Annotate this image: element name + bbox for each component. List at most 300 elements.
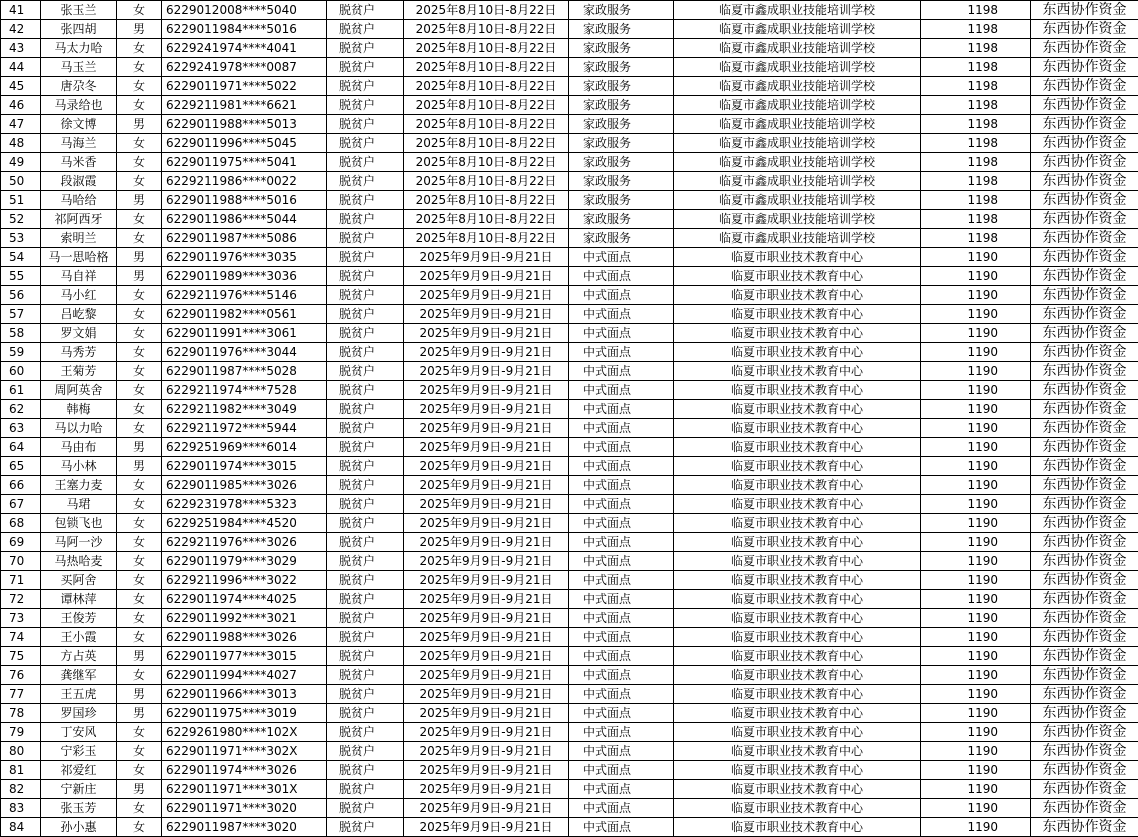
household-type-cell: 脱贫户 (327, 77, 404, 96)
training-period-cell: 2025年9月9日-9月21日 (404, 286, 569, 305)
gender-cell: 女 (117, 286, 162, 305)
fund-source-cell: 东西协作资金 (1031, 191, 1138, 210)
gender-cell: 女 (117, 476, 162, 495)
id-number-cell: 6229211974****7528 (162, 381, 327, 400)
id-number-cell: 6229011986****5044 (162, 210, 327, 229)
row-number-cell: 70 (1, 552, 41, 571)
training-institution-cell: 临夏市鑫成职业技能培训学校 (674, 20, 921, 39)
row-number-cell: 42 (1, 20, 41, 39)
training-period-cell: 2025年9月9日-9月21日 (404, 343, 569, 362)
row-number-cell: 72 (1, 590, 41, 609)
table-row (1, 343, 1138, 362)
training-course-cell: 家政服务 (569, 134, 674, 153)
name-cell: 吕屹黎 (41, 305, 117, 324)
training-course-cell: 家政服务 (569, 20, 674, 39)
training-course-cell: 中式面点 (569, 324, 674, 343)
training-period-cell: 2025年9月9日-9月21日 (404, 267, 569, 286)
training-institution-cell: 临夏市职业技术教育中心 (674, 552, 921, 571)
table-row (1, 229, 1138, 248)
table-row (1, 134, 1138, 153)
training-course-cell: 中式面点 (569, 457, 674, 476)
training-period-cell: 2025年9月9日-9月21日 (404, 590, 569, 609)
training-period-cell: 2025年8月10日-8月22日 (404, 39, 569, 58)
table-row (1, 628, 1138, 647)
gender-cell: 女 (117, 514, 162, 533)
training-period-cell: 2025年9月9日-9月21日 (404, 723, 569, 742)
household-type-cell: 脱贫户 (327, 267, 404, 286)
household-type-cell: 脱贫户 (327, 153, 404, 172)
id-number-cell: 6229011987****5086 (162, 229, 327, 248)
table-row (1, 362, 1138, 381)
training-period-cell: 2025年9月9日-9月21日 (404, 476, 569, 495)
household-type-cell: 脱贫户 (327, 39, 404, 58)
fund-source-cell: 东西协作资金 (1031, 818, 1138, 837)
fund-source-cell: 东西协作资金 (1031, 457, 1138, 476)
household-type-cell: 脱贫户 (327, 495, 404, 514)
id-number-cell: 6229011988****5013 (162, 115, 327, 134)
training-period-cell: 2025年9月9日-9月21日 (404, 818, 569, 837)
training-period-cell: 2025年9月9日-9月21日 (404, 362, 569, 381)
subsidy-amount-cell: 1190 (921, 742, 1031, 761)
table-row (1, 571, 1138, 590)
household-type-cell: 脱贫户 (327, 343, 404, 362)
training-institution-cell: 临夏市职业技术教育中心 (674, 457, 921, 476)
training-course-cell: 中式面点 (569, 248, 674, 267)
training-period-cell: 2025年8月10日-8月22日 (404, 153, 569, 172)
table-row (1, 742, 1138, 761)
row-number-cell: 80 (1, 742, 41, 761)
subsidy-amount-cell: 1190 (921, 818, 1031, 837)
training-institution-cell: 临夏市职业技术教育中心 (674, 685, 921, 704)
gender-cell: 男 (117, 704, 162, 723)
training-institution-cell: 临夏市职业技术教育中心 (674, 267, 921, 286)
gender-cell: 女 (117, 96, 162, 115)
gender-cell: 女 (117, 723, 162, 742)
name-cell: 马小林 (41, 457, 117, 476)
training-period-cell: 2025年9月9日-9月21日 (404, 761, 569, 780)
fund-source-cell: 东西协作资金 (1031, 780, 1138, 799)
name-cell: 马小红 (41, 286, 117, 305)
training-course-cell: 中式面点 (569, 628, 674, 647)
row-number-cell: 41 (1, 1, 41, 20)
id-number-cell: 6229011971****302X (162, 742, 327, 761)
training-institution-cell: 临夏市鑫成职业技能培训学校 (674, 153, 921, 172)
household-type-cell: 脱贫户 (327, 419, 404, 438)
id-number-cell: 6229011966****3013 (162, 685, 327, 704)
gender-cell: 女 (117, 495, 162, 514)
household-type-cell: 脱贫户 (327, 362, 404, 381)
subsidy-amount-cell: 1190 (921, 704, 1031, 723)
id-number-cell: 6229211986****0022 (162, 172, 327, 191)
subsidy-amount-cell: 1190 (921, 305, 1031, 324)
training-institution-cell: 临夏市职业技术教育中心 (674, 761, 921, 780)
gender-cell: 男 (117, 780, 162, 799)
gender-cell: 女 (117, 590, 162, 609)
training-course-cell: 家政服务 (569, 191, 674, 210)
gender-cell: 女 (117, 818, 162, 837)
fund-source-cell: 东西协作资金 (1031, 286, 1138, 305)
row-number-cell: 65 (1, 457, 41, 476)
row-number-cell: 74 (1, 628, 41, 647)
name-cell: 祁阿西牙 (41, 210, 117, 229)
fund-source-cell: 东西协作资金 (1031, 248, 1138, 267)
id-number-cell: 6229011974****3015 (162, 457, 327, 476)
subsidy-amount-cell: 1190 (921, 400, 1031, 419)
training-institution-cell: 临夏市职业技术教育中心 (674, 590, 921, 609)
training-period-cell: 2025年9月9日-9月21日 (404, 799, 569, 818)
household-type-cell: 脱贫户 (327, 685, 404, 704)
table-row (1, 400, 1138, 419)
row-number-cell: 78 (1, 704, 41, 723)
fund-source-cell: 东西协作资金 (1031, 115, 1138, 134)
subsidy-amount-cell: 1190 (921, 761, 1031, 780)
fund-source-cell: 东西协作资金 (1031, 229, 1138, 248)
training-course-cell: 中式面点 (569, 799, 674, 818)
training-institution-cell: 临夏市职业技术教育中心 (674, 818, 921, 837)
id-number-cell: 6229011988****3026 (162, 628, 327, 647)
name-cell: 宁彩玉 (41, 742, 117, 761)
subsidy-amount-cell: 1190 (921, 438, 1031, 457)
fund-source-cell: 东西协作资金 (1031, 324, 1138, 343)
training-course-cell: 中式面点 (569, 343, 674, 362)
training-course-cell: 家政服务 (569, 172, 674, 191)
household-type-cell: 脱贫户 (327, 780, 404, 799)
table-body (1, 1, 1138, 837)
subsidy-amount-cell: 1190 (921, 495, 1031, 514)
fund-source-cell: 东西协作资金 (1031, 58, 1138, 77)
gender-cell: 女 (117, 761, 162, 780)
table-row (1, 552, 1138, 571)
subsidy-amount-cell: 1190 (921, 780, 1031, 799)
fund-source-cell: 东西协作资金 (1031, 533, 1138, 552)
subsidy-amount-cell: 1190 (921, 248, 1031, 267)
name-cell: 宁新庄 (41, 780, 117, 799)
household-type-cell: 脱贫户 (327, 381, 404, 400)
training-institution-cell: 临夏市职业技术教育中心 (674, 343, 921, 362)
row-number-cell: 66 (1, 476, 41, 495)
table-row (1, 267, 1138, 286)
fund-source-cell: 东西协作资金 (1031, 381, 1138, 400)
subsidy-amount-cell: 1190 (921, 286, 1031, 305)
fund-source-cell: 东西协作资金 (1031, 552, 1138, 571)
name-cell: 罗文娟 (41, 324, 117, 343)
id-number-cell: 6229211982****3049 (162, 400, 327, 419)
row-number-cell: 58 (1, 324, 41, 343)
fund-source-cell: 东西协作资金 (1031, 96, 1138, 115)
id-number-cell: 6229011974****4025 (162, 590, 327, 609)
household-type-cell: 脱贫户 (327, 305, 404, 324)
gender-cell: 女 (117, 39, 162, 58)
gender-cell: 女 (117, 799, 162, 818)
fund-source-cell: 东西协作资金 (1031, 628, 1138, 647)
training-period-cell: 2025年9月9日-9月21日 (404, 571, 569, 590)
name-cell: 马太力哈 (41, 39, 117, 58)
training-period-cell: 2025年9月9日-9月21日 (404, 514, 569, 533)
training-institution-cell: 临夏市鑫成职业技能培训学校 (674, 39, 921, 58)
training-period-cell: 2025年9月9日-9月21日 (404, 609, 569, 628)
gender-cell: 女 (117, 552, 162, 571)
training-course-cell: 中式面点 (569, 761, 674, 780)
subsidy-amount-cell: 1190 (921, 324, 1031, 343)
name-cell: 罗国珍 (41, 704, 117, 723)
subsidy-amount-cell: 1198 (921, 39, 1031, 58)
subsidy-amount-cell: 1198 (921, 20, 1031, 39)
subsidy-amount-cell: 1198 (921, 58, 1031, 77)
gender-cell: 女 (117, 628, 162, 647)
training-period-cell: 2025年8月10日-8月22日 (404, 172, 569, 191)
name-cell: 王小霞 (41, 628, 117, 647)
training-course-cell: 中式面点 (569, 400, 674, 419)
training-period-cell: 2025年9月9日-9月21日 (404, 438, 569, 457)
id-number-cell: 6229211976****3026 (162, 533, 327, 552)
id-number-cell: 6229261980****102X (162, 723, 327, 742)
training-institution-cell: 临夏市职业技术教育中心 (674, 742, 921, 761)
name-cell: 丁安风 (41, 723, 117, 742)
household-type-cell: 脱贫户 (327, 58, 404, 77)
household-type-cell: 脱贫户 (327, 590, 404, 609)
training-course-cell: 中式面点 (569, 533, 674, 552)
gender-cell: 女 (117, 533, 162, 552)
id-number-cell: 6229011988****5016 (162, 191, 327, 210)
row-number-cell: 59 (1, 343, 41, 362)
training-course-cell: 中式面点 (569, 514, 674, 533)
subsidy-amount-cell: 1198 (921, 134, 1031, 153)
table-row (1, 704, 1138, 723)
name-cell: 马以力哈 (41, 419, 117, 438)
training-course-cell: 中式面点 (569, 647, 674, 666)
row-number-cell: 45 (1, 77, 41, 96)
training-institution-cell: 临夏市职业技术教育中心 (674, 571, 921, 590)
training-institution-cell: 临夏市鑫成职业技能培训学校 (674, 210, 921, 229)
training-institution-cell: 临夏市职业技术教育中心 (674, 723, 921, 742)
subsidy-amount-cell: 1198 (921, 172, 1031, 191)
name-cell: 王菊芳 (41, 362, 117, 381)
name-cell: 马阿一沙 (41, 533, 117, 552)
table-row (1, 305, 1138, 324)
name-cell: 韩梅 (41, 400, 117, 419)
training-course-cell: 中式面点 (569, 780, 674, 799)
table-row (1, 96, 1138, 115)
gender-cell: 女 (117, 305, 162, 324)
gender-cell: 男 (117, 248, 162, 267)
table-row (1, 723, 1138, 742)
name-cell: 方占英 (41, 647, 117, 666)
fund-source-cell: 东西协作资金 (1031, 419, 1138, 438)
name-cell: 包锁飞也 (41, 514, 117, 533)
id-number-cell: 6229011975****3019 (162, 704, 327, 723)
name-cell: 谭林萍 (41, 590, 117, 609)
subsidy-amount-cell: 1190 (921, 666, 1031, 685)
subsidy-amount-cell: 1190 (921, 609, 1031, 628)
fund-source-cell: 东西协作资金 (1031, 723, 1138, 742)
training-institution-cell: 临夏市职业技术教育中心 (674, 438, 921, 457)
subsidy-amount-cell: 1198 (921, 191, 1031, 210)
training-institution-cell: 临夏市职业技术教育中心 (674, 628, 921, 647)
training-period-cell: 2025年9月9日-9月21日 (404, 381, 569, 400)
gender-cell: 女 (117, 324, 162, 343)
household-type-cell: 脱贫户 (327, 476, 404, 495)
gender-cell: 男 (117, 438, 162, 457)
training-institution-cell: 临夏市职业技术教育中心 (674, 381, 921, 400)
training-period-cell: 2025年8月10日-8月22日 (404, 191, 569, 210)
fund-source-cell: 东西协作资金 (1031, 685, 1138, 704)
subsidy-amount-cell: 1190 (921, 723, 1031, 742)
table-row (1, 533, 1138, 552)
name-cell: 马米香 (41, 153, 117, 172)
subsidy-amount-cell: 1190 (921, 571, 1031, 590)
household-type-cell: 脱贫户 (327, 761, 404, 780)
training-institution-cell: 临夏市职业技术教育中心 (674, 286, 921, 305)
id-number-cell: 6229011992****3021 (162, 609, 327, 628)
household-type-cell: 脱贫户 (327, 438, 404, 457)
household-type-cell: 脱贫户 (327, 400, 404, 419)
row-number-cell: 60 (1, 362, 41, 381)
training-institution-cell: 临夏市鑫成职业技能培训学校 (674, 115, 921, 134)
fund-source-cell: 东西协作资金 (1031, 704, 1138, 723)
gender-cell: 女 (117, 77, 162, 96)
fund-source-cell: 东西协作资金 (1031, 571, 1138, 590)
id-number-cell: 6229251969****6014 (162, 438, 327, 457)
training-course-cell: 中式面点 (569, 704, 674, 723)
training-institution-cell: 临夏市职业技术教育中心 (674, 647, 921, 666)
table-row (1, 780, 1138, 799)
gender-cell: 男 (117, 457, 162, 476)
row-number-cell: 77 (1, 685, 41, 704)
row-number-cell: 73 (1, 609, 41, 628)
household-type-cell: 脱贫户 (327, 248, 404, 267)
training-period-cell: 2025年9月9日-9月21日 (404, 324, 569, 343)
training-course-cell: 中式面点 (569, 571, 674, 590)
fund-source-cell: 东西协作资金 (1031, 590, 1138, 609)
training-institution-cell: 临夏市鑫成职业技能培训学校 (674, 77, 921, 96)
name-cell: 周阿英舍 (41, 381, 117, 400)
subsidy-amount-cell: 1190 (921, 552, 1031, 571)
fund-source-cell: 东西协作资金 (1031, 1, 1138, 20)
training-period-cell: 2025年9月9日-9月21日 (404, 305, 569, 324)
training-course-cell: 中式面点 (569, 267, 674, 286)
row-number-cell: 46 (1, 96, 41, 115)
fund-source-cell: 东西协作资金 (1031, 761, 1138, 780)
training-institution-cell: 临夏市职业技术教育中心 (674, 799, 921, 818)
fund-source-cell: 东西协作资金 (1031, 514, 1138, 533)
row-number-cell: 63 (1, 419, 41, 438)
name-cell: 马珺 (41, 495, 117, 514)
training-course-cell: 家政服务 (569, 77, 674, 96)
training-period-cell: 2025年9月9日-9月21日 (404, 685, 569, 704)
fund-source-cell: 东西协作资金 (1031, 210, 1138, 229)
training-period-cell: 2025年8月10日-8月22日 (404, 115, 569, 134)
household-type-cell: 脱贫户 (327, 134, 404, 153)
training-institution-cell: 临夏市职业技术教育中心 (674, 362, 921, 381)
name-cell: 王塞力麦 (41, 476, 117, 495)
name-cell: 徐文博 (41, 115, 117, 134)
row-number-cell: 75 (1, 647, 41, 666)
id-number-cell: 6229012008****5040 (162, 1, 327, 20)
training-institution-cell: 临夏市职业技术教育中心 (674, 476, 921, 495)
subsidy-amount-cell: 1198 (921, 96, 1031, 115)
id-number-cell: 6229251984****4520 (162, 514, 327, 533)
training-period-cell: 2025年9月9日-9月21日 (404, 419, 569, 438)
training-course-cell: 中式面点 (569, 666, 674, 685)
training-institution-cell: 临夏市鑫成职业技能培训学校 (674, 172, 921, 191)
row-number-cell: 52 (1, 210, 41, 229)
training-period-cell: 2025年8月10日-8月22日 (404, 210, 569, 229)
subsidy-amount-cell: 1190 (921, 476, 1031, 495)
table-row (1, 381, 1138, 400)
training-course-cell: 中式面点 (569, 685, 674, 704)
id-number-cell: 6229011971****5022 (162, 77, 327, 96)
fund-source-cell: 东西协作资金 (1031, 343, 1138, 362)
household-type-cell: 脱贫户 (327, 172, 404, 191)
table-row (1, 799, 1138, 818)
name-cell: 买阿舍 (41, 571, 117, 590)
training-period-cell: 2025年9月9日-9月21日 (404, 248, 569, 267)
subsidy-amount-cell: 1190 (921, 457, 1031, 476)
name-cell: 祁爱红 (41, 761, 117, 780)
training-institution-cell: 临夏市鑫成职业技能培训学校 (674, 191, 921, 210)
table-row (1, 172, 1138, 191)
id-number-cell: 6229241974****4041 (162, 39, 327, 58)
subsidy-amount-cell: 1190 (921, 362, 1031, 381)
household-type-cell: 脱贫户 (327, 628, 404, 647)
row-number-cell: 79 (1, 723, 41, 742)
subsidy-amount-cell: 1190 (921, 267, 1031, 286)
id-number-cell: 6229211972****5944 (162, 419, 327, 438)
training-period-cell: 2025年9月9日-9月21日 (404, 666, 569, 685)
training-course-cell: 中式面点 (569, 438, 674, 457)
id-number-cell: 6229011976****3035 (162, 248, 327, 267)
training-course-cell: 中式面点 (569, 495, 674, 514)
name-cell: 马录给也 (41, 96, 117, 115)
training-institution-cell: 临夏市职业技术教育中心 (674, 533, 921, 552)
household-type-cell: 脱贫户 (327, 666, 404, 685)
row-number-cell: 56 (1, 286, 41, 305)
row-number-cell: 43 (1, 39, 41, 58)
row-number-cell: 69 (1, 533, 41, 552)
training-course-cell: 中式面点 (569, 723, 674, 742)
household-type-cell: 脱贫户 (327, 647, 404, 666)
gender-cell: 女 (117, 742, 162, 761)
gender-cell: 男 (117, 191, 162, 210)
training-period-cell: 2025年9月9日-9月21日 (404, 457, 569, 476)
training-period-cell: 2025年9月9日-9月21日 (404, 628, 569, 647)
gender-cell: 男 (117, 685, 162, 704)
gender-cell: 男 (117, 115, 162, 134)
id-number-cell: 6229011991****3061 (162, 324, 327, 343)
household-type-cell: 脱贫户 (327, 20, 404, 39)
training-period-cell: 2025年8月10日-8月22日 (404, 229, 569, 248)
training-period-cell: 2025年8月10日-8月22日 (404, 1, 569, 20)
training-institution-cell: 临夏市职业技术教育中心 (674, 324, 921, 343)
subsidy-amount-cell: 1198 (921, 77, 1031, 96)
training-period-cell: 2025年9月9日-9月21日 (404, 533, 569, 552)
training-course-cell: 中式面点 (569, 286, 674, 305)
gender-cell: 女 (117, 229, 162, 248)
training-period-cell: 2025年9月9日-9月21日 (404, 495, 569, 514)
name-cell: 王俊芳 (41, 609, 117, 628)
table-row (1, 77, 1138, 96)
row-number-cell: 50 (1, 172, 41, 191)
fund-source-cell: 东西协作资金 (1031, 39, 1138, 58)
fund-source-cell: 东西协作资金 (1031, 476, 1138, 495)
row-number-cell: 53 (1, 229, 41, 248)
table-row (1, 324, 1138, 343)
training-institution-cell: 临夏市鑫成职业技能培训学校 (674, 229, 921, 248)
gender-cell: 女 (117, 400, 162, 419)
row-number-cell: 44 (1, 58, 41, 77)
training-course-cell: 家政服务 (569, 229, 674, 248)
table-row (1, 590, 1138, 609)
